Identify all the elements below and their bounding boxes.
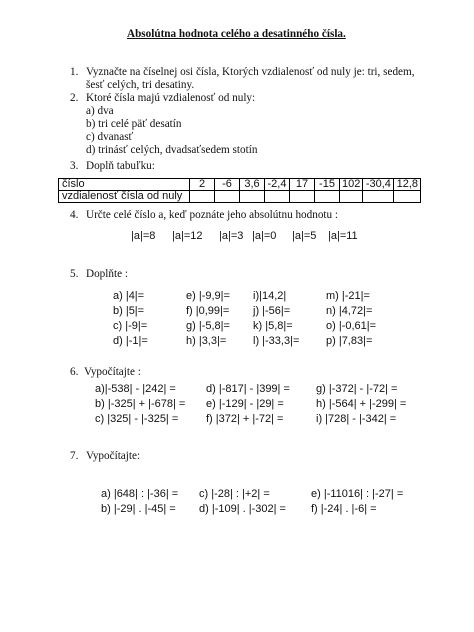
task7-col3 [311,487,403,517]
exercise-item: b) |5|= [113,305,145,317]
exercise-item: j) |-56|= [253,305,291,317]
exercise-item: b) |-325| + |-678| = [95,398,186,410]
task2-item-d: d) trinásť celých, dvadsaťsedem stotín [86,144,258,156]
table-row-distance [59,191,421,203]
exercise-item: e) |-9,9|= [186,290,230,302]
task7-number: 7. [70,450,79,462]
exercise-item: d) |-109| . |-302| = [199,503,286,515]
exercise-item: f) |0,99|= [186,305,230,317]
task4-text: Určte celé číslo a, keď poznáte jeho absolútnu hodnotu : [86,209,339,221]
task5-col4 [326,289,376,349]
table-cell-value: 3,6 [240,179,265,191]
table-cell-value: -15 [315,179,340,191]
task4-item: |a|=5 [292,230,317,242]
exercise-item: e) |-11016| : |-27| = [311,488,404,500]
exercise-item: h) |3,3|= [186,335,227,347]
task6-col2 [206,382,290,427]
exercise-item: i)|14,2| [253,290,287,302]
exercise-item: g) |-372| - |-72| = [316,383,398,395]
task2-text: Ktoré čísla majú vzdialenosť od nuly: [86,92,256,104]
task5-col1 [113,289,148,349]
task5-col2 [186,289,230,349]
task5-text: Doplňte : [86,268,128,280]
table-header-distance: vzdialenosť čísla od nuly [59,191,190,203]
task2-item-c: c) dvanasť [86,131,134,143]
exercise-item: b) |-29| . |-45| = [101,503,176,515]
task4-item: |a|=0 [252,230,277,242]
exercise-item: c) |-9|= [113,320,148,332]
exercise-item: l) |-33,3|= [253,335,300,347]
task3-number: 3. [70,160,79,172]
exercise-item: d) |-817| - |399| = [206,383,290,395]
task5-number: 5. [70,268,79,280]
table-cell-value: -30,4 [363,179,394,191]
task4-item: |a|=3 [219,230,244,242]
exercise-item: a) |648| : |-36| = [101,488,179,500]
table-answer-cell[interactable] [240,191,265,203]
exercise-item: o) |-0,61|= [326,320,377,332]
task2-item-b: b) tri celé päť desatín [86,118,182,130]
table-cell-value: -6 [215,179,240,191]
table-header-number: číslo [59,179,190,191]
exercise-item: d) |-1|= [113,335,148,347]
table-answer-cell[interactable] [394,191,421,203]
table-answer-cell[interactable] [340,191,363,203]
table-answer-cell[interactable] [215,191,240,203]
task6-text: Vypočítajte : [84,366,141,378]
exercise-item: f) |-24| . |-6| = [311,503,377,515]
table-cell-value: 17 [290,179,315,191]
task6-number: 6. [70,366,79,378]
exercise-item: m) |-21|= [326,290,370,302]
exercise-item: g) |-5,8|= [186,320,230,332]
task1-line1: Vyznačte na číselnej osi čísla, Ktorých vzdialenosť od nuly je: tri, sedem, [86,66,415,78]
exercise-item: a)|-538| - |242| = [95,383,176,395]
table-cell-value: 2 [190,179,215,191]
exercise-item: c) |-28| : |+2| = [199,488,270,500]
exercise-item: a) |4|= [113,290,145,302]
table-answer-cell[interactable] [315,191,340,203]
table-answer-cell[interactable] [290,191,315,203]
task2-number: 2. [70,92,79,104]
exercise-item: c) |325| - |-325| = [95,413,179,425]
task6-col1 [95,382,185,427]
task6-col3 [316,382,406,427]
exercise-item: n) |4,72|= [326,305,373,317]
task5-col3 [253,289,299,349]
task1-line2: šesť celých, tri desatiny. [86,79,195,91]
table-answer-cell[interactable] [363,191,394,203]
table-row-number [59,179,421,191]
task1-number: 1. [70,66,79,78]
task4-item: |a|=12 [172,230,203,242]
exercise-item: e) |-129| - |29| = [206,398,284,410]
exercise-item: f) |372| + |-72| = [206,413,284,425]
exercise-item: p) |7,83|= [326,335,373,347]
page-title: Absolútna hodnota celého a desatinného čísla. [127,28,346,40]
task7-col2 [199,487,286,517]
table-answer-cell[interactable] [190,191,215,203]
exercise-item: k) |5,8|= [253,320,293,332]
values-table [58,178,421,203]
task4-item: |a|=11 [328,230,358,242]
table-cell-value: 12,8 [394,179,421,191]
task4-number: 4. [70,209,79,221]
task7-col1 [101,487,178,517]
task4-item: |a|=8 [131,230,156,242]
exercise-item: h) |-564| + |-299| = [316,398,407,410]
table-answer-cell[interactable] [265,191,290,203]
table-cell-value: -2,4 [265,179,290,191]
task3-text: Doplň tabuľku: [86,160,155,172]
task2-item-a: a) dva [86,105,114,117]
exercise-item: i) |728| - |-342| = [316,413,397,425]
table-cell-value: 102 [340,179,363,191]
task7-text: Vypočítajte: [86,450,141,462]
